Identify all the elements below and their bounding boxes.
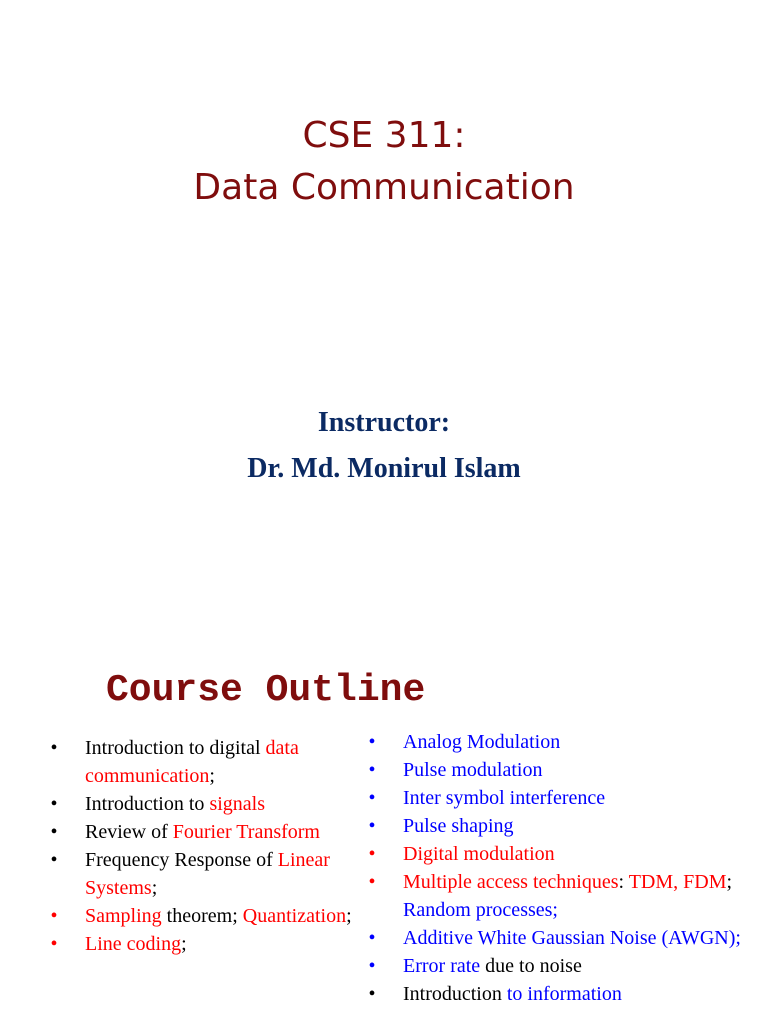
outline-item (0, 812, 768, 840)
outline-item-text: TDM, FDM (628, 871, 727, 893)
course-code-title: CSE 311: (302, 115, 466, 156)
instructor-label: Instructor: (317, 407, 451, 438)
outline-item-text: Fourier Transform (172, 821, 320, 843)
outline-item-text: Pulse shaping (403, 815, 514, 837)
outline-item (0, 784, 768, 812)
bullet-icon: • (368, 815, 376, 837)
outline-item (0, 952, 768, 980)
bullet-icon: • (50, 933, 58, 955)
outline-item-text: data communication (85, 737, 299, 787)
outline-item (0, 924, 768, 952)
outline-item-text: Quantization (242, 905, 347, 927)
outline-item-text: Linear Systems (85, 849, 330, 899)
outline-item-text: signals (209, 793, 265, 815)
outline-item-text: Introduction to digital (85, 737, 266, 759)
outline-item-text: Line coding (85, 933, 182, 955)
outline-item-text: Inter symbol interference (403, 787, 606, 809)
outline-item-text: : (618, 871, 629, 893)
course-outline-heading: Course Outline (106, 669, 426, 712)
outline-item-text: Introduction to (85, 793, 210, 815)
outline-item-text: due to noise (480, 955, 582, 977)
bullet-icon: • (368, 843, 376, 865)
outline-item-text: Review of (85, 821, 173, 843)
bullet-icon: • (368, 983, 376, 1005)
outline-item (0, 980, 768, 1008)
outline-item (0, 840, 768, 868)
outline-item-text: Multiple access techniques (403, 871, 619, 893)
bullet-icon: • (50, 793, 58, 815)
outline-item-text: Digital modulation (403, 843, 555, 865)
outline-right-column (0, 728, 768, 1008)
outline-item-text: Sampling (85, 905, 162, 927)
outline-item-text: Analog Modulation (403, 731, 561, 753)
bullet-icon: • (368, 871, 376, 893)
outline-item-text: Error rate (403, 955, 481, 977)
outline-item (0, 868, 768, 924)
bullet-icon: • (50, 849, 58, 871)
course-name-title: Data Communication (193, 167, 575, 208)
outline-item-text: Introduction (403, 983, 507, 1005)
bullet-icon: • (368, 759, 376, 781)
outline-item-text: to information (506, 983, 622, 1005)
bullet-icon: • (368, 731, 376, 753)
bullet-icon: • (50, 737, 58, 759)
outline-item-text: ; (181, 933, 187, 955)
bullet-icon: • (368, 955, 376, 977)
outline-item (0, 756, 768, 784)
bullet-icon: • (50, 821, 58, 843)
outline-item-text: Pulse modulation (403, 759, 543, 781)
outline-item-text: ; (209, 765, 215, 787)
outline-item-text: ; (346, 905, 352, 927)
bullet-icon: • (50, 905, 58, 927)
outline-item-text: Random processes; (403, 899, 558, 921)
instructor-name: Dr. Md. Monirul Islam (247, 453, 521, 484)
outline-item-text: Frequency Response of (85, 849, 278, 871)
outline-item (0, 728, 768, 756)
outline-item-text: ; (151, 877, 158, 899)
outline-item-text: theorem; (161, 905, 243, 927)
bullet-icon: • (368, 787, 376, 809)
bullet-icon: • (368, 927, 376, 949)
outline-item-text: ; (726, 871, 733, 893)
outline-item-text: Additive White Gaussian Noise (AWGN); (403, 927, 741, 949)
